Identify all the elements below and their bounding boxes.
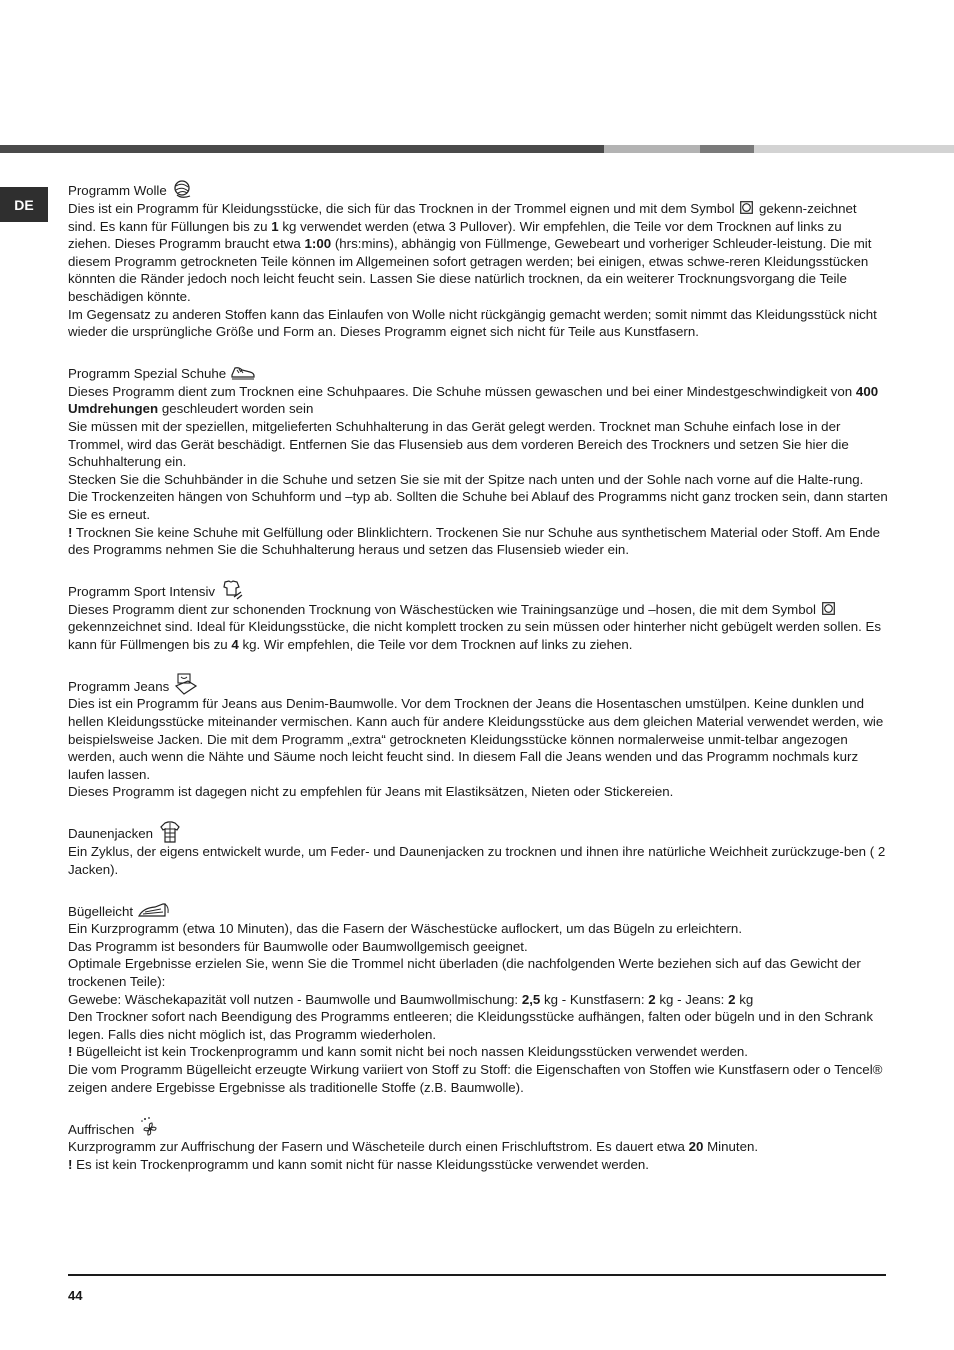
section-jeans: Programm Jeans Dies ist ein Programm für Jeans aus Denim-Baumwolle. Vor dem Trocknen der Jeans die Hosentaschen umstülpen. Keine dunklen und hellen Kleidungsstücke miteinander vermischen. Kann auch für andere Kleidungsstücke aus dem gleichen Material verwendet werden, wie beispielsweise Jacken. Die mit dem Programm „extra“ getrockneten Kleidungsstücke können normalerweise unmit-telbar angezogen werden, auch wenn die Nähte und Säume noch leicht feucht sind. In diesem Fall die Jeans wenden und das Programm nochmals kurz laufen lassen. Dieses Programm ist dagegen nicht zu empfehlen für Jeans mit Elastiksätzen, Nieten oder Stickereien. (68, 671, 888, 801)
section-heading (68, 359, 888, 383)
section-heading (68, 896, 888, 920)
synthetics-load-kg: 2 (648, 991, 656, 1007)
section-title: Programm Spezial Schuhe (68, 366, 227, 382)
down-jacket-icon (157, 821, 183, 843)
schuhe-spin-speed: 400 Umdrehungen (68, 383, 879, 417)
section-sport-intensiv: Programm Sport Intensiv Dieses Programm dient zur schonenden Trocknung von Wäschestücken wie Trainingsanzüge und –hosen, die mit dem Symbol gekennzeichnet sind. Ideal für Kleidungsstücke, die nicht komplett trocken zu sein müssen oder hinterher nicht gebügelt werden sollen. Es kann für Füllmengen bis zu 4 kg. Wir empfehlen, die Teile vor dem Trocknen auf links zu ziehen. (68, 577, 888, 654)
jeans-load-kg: 2 (728, 991, 736, 1007)
section-heading (68, 671, 888, 695)
wool-ball-icon (171, 178, 197, 200)
section-heading (68, 176, 888, 200)
section-heading (68, 819, 888, 843)
page-number: 44 (68, 1288, 83, 1303)
section-title: Programm Jeans (68, 678, 170, 694)
header-bar-segment-mid (700, 145, 754, 153)
sport-shirt-icon (219, 579, 245, 601)
wolle-load-kg: 1 (271, 218, 279, 234)
section-buegelleicht: Bügelleicht Ein Kurzprogramm (etwa 10 Minuten), das die Fasern der Wäschestücke auflockert, um das Bügeln zu erleichtern. Das Programm ist besonders für Baumwolle oder Baumwollgemisch geeignet. Optimale Ergebnisse erzielen Sie, wenn Sie die Trommel nicht überladen (die nachfolgenden Werte beziehen sich auf das Gewicht der trockenen Teile): Gewebe: Wäschekapazität voll nutzen - Baumwolle und Baumwollmischung: 2,5 kg - Kunstfasern: 2 kg - Jeans: 2 kg Den Trockner sofort nach Beendigung des Programms entleeren; die Kleidungsstücke aufhängen, falten oder bügeln und in den Schrank legen. Falls dies nicht möglich ist, das Programm wiederholen. ! Bügelleicht ist kein Trockenprogramm und kann somit nicht bei noch nassen Kleidungsstücken verwendet werden. Die vom Programm Bügelleicht erzeugte Wirkung variiert von Stoff zu Stoff: die Eigenschaften von Stoffen wie Kunstfasern oder o Tencel® zeigen andere Ergebisse Ergebnisse als traditionelle Stoffe (z.B. Baumwolle). (68, 896, 888, 1096)
section-schuhe: Programm Spezial Schuhe Dieses Programm dient zum Trocknen eine Schuhpaares. Die Schuhe müssen gewaschen und bei einer Mindestgeschwindigkeit von 400 Umdrehungen geschleudert worden sein Sie müssen mit der speziellen, mitgelieferten Schuhhalterung in das Gerät gelegt werden. Trocknet man Schuhe einfach lose in der Trommel, wird das Gerät beschädigt. Entfernen Sie das Flusensieb aus dem vorderen Bereich des Trockners und setzen Sie hier die Schuhhalterung ein. Stecken Sie die Schuhbänder in die Schuhe und setzen Sie sie mit der Spitze nach unten und der Sohle nach vorne auf die Halte-rung. Die Trockenzeiten hängen von Schuhform und –typ ab. Sollten die Schuhe bei Ablauf des Programms nicht ganz trocken sein, dann starten Sie es erneut. ! Trocknen Sie keine Schuhe mit Gelfüllung oder Blinklichtern. Trockenen Sie nur Schuhe aus synthetischem Material oder Stoff. Am Ende des Programms nehmen Sie die Schuhhalterung heraus und setzen das Flusensieb wieder ein. (68, 359, 888, 559)
header-bar-segment-light (604, 145, 700, 153)
header-bar-segment-pale (754, 145, 954, 153)
tumble-dry-symbol-icon (822, 602, 835, 615)
jeans-icon (173, 673, 199, 695)
tumble-dry-symbol-icon (740, 201, 753, 214)
auffrischen-duration: 20 (688, 1139, 704, 1155)
refresh-fan-icon (138, 1116, 164, 1138)
sport-load-kg: 4 (231, 636, 239, 652)
section-title: Programm Sport Intensiv (68, 584, 216, 600)
section-title: Auffrischen (68, 1121, 135, 1137)
wolle-text: Dies ist ein Programm für Kleidungsstücke, die sich für das Trocknen in der Trommel eignen und mit dem Symbol (68, 201, 735, 216)
language-tab: DE (0, 187, 48, 222)
iron-icon (137, 898, 171, 920)
warning-mark: ! (68, 1044, 73, 1060)
footer-rule (68, 1274, 886, 1276)
header-bar-segment-dark (0, 145, 604, 153)
section-wolle: Programm Wolle Dies ist ein Programm für Kleidungsstücke, die sich für das Trocknen in der Trommel eignen und mit dem Symbol gekenn-zeichnet sind. Es kann für Füllungen bis zu 1 kg verwendet werden (etwa 3 Pullover). Wir empfehlen, die Teile vor dem Trocknen auf links zu ziehen. Dieses Programm braucht etwa 1:00 (hrs:mins), abhängig von Füllmenge, Gewebeart und vorheriger Schleuder-leistung. Die mit diesem Programm getrockneten Teile können im Allgemeinen sofort getragen werden; bei einigen, etwas schwe-reren Kleidungsstücken könnten die Ränder jedoch noch leicht feucht sein. Lassen Sie diese natürlich trocknen, da ein weiterer Trocknungsvorgang die Teile beschädigen könnte. Im Gegensatz zu anderen Stoffen kann das Einlaufen von Wolle nicht rückgängig gemacht werden; somit nimmt das Kleidungsstück nicht wieder die ursprüngliche Größe und Form an. Dieses Programm eignet sich nicht für Teile aus Kunstfasern. (68, 176, 888, 341)
section-auffrischen: Auffrischen Kurzprogramm zur Auffrischung der Fasern und Wäscheteile durch einen Frischluftstrom. Es dauert etwa 20 Minuten. ! Es ist kein Trockenprogramm und kann somit nicht für nasse Kleidungsstücke verwendet werden. (68, 1114, 888, 1173)
page-content (68, 176, 888, 1191)
shoe-icon (230, 361, 256, 383)
section-title: Daunenjacken (68, 826, 154, 842)
section-title: Programm Wolle (68, 183, 167, 199)
wolle-paragraph-2: Im Gegensatz zu anderen Stoffen kann das Einlaufen von Wolle nicht rückgängig gemacht werden; somit nimmt das Kleidungsstück nicht wieder die ursprüngliche Größe und Form an. Dieses Programm eignet sich nicht für Teile aus Kunstfasern. (68, 306, 877, 340)
cotton-load-kg: 2,5 (521, 991, 541, 1007)
section-title: Bügelleicht (68, 903, 134, 919)
section-heading (68, 1114, 888, 1138)
warning-mark: ! (68, 1156, 73, 1172)
warning-mark: ! (68, 524, 73, 540)
section-daunenjacken: Daunenjacken Ein Zyklus, der eigens entwickelt wurde, um Feder- und Daunenjacken zu trocknen und ihnen ihre natürliche Weichheit zurückzuge-ben ( 2 Jacken). (68, 819, 888, 878)
section-heading (68, 577, 888, 601)
header-color-bar (0, 145, 954, 153)
wolle-duration: 1:00 (304, 236, 332, 252)
